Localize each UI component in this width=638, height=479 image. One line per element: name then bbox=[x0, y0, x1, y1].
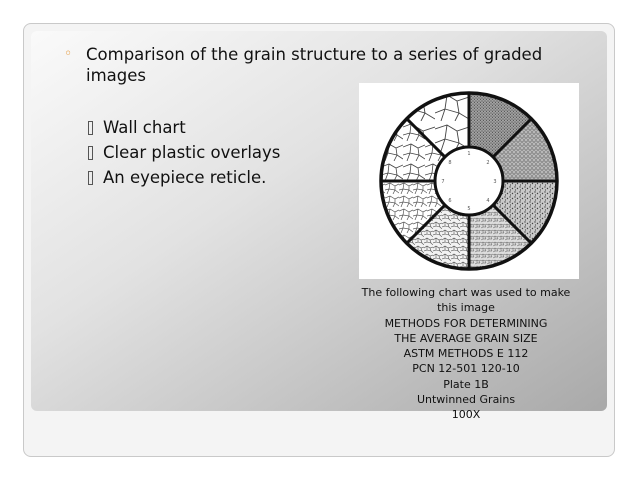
svg-text:4: 4 bbox=[486, 198, 490, 204]
chart-caption bbox=[334, 285, 598, 423]
svg-text:1: 1 bbox=[467, 151, 471, 157]
caption-line: Untwinned Grains bbox=[416, 393, 516, 407]
caption-line: METHODS FOR DETERMINING bbox=[384, 316, 548, 330]
square-bullet-icon bbox=[88, 171, 93, 185]
caption-line: Plate 1B bbox=[443, 377, 489, 391]
main-bullet bbox=[64, 44, 564, 86]
caption-line: The following chart was used to make bbox=[361, 286, 571, 299]
svg-text:8: 8 bbox=[448, 160, 452, 166]
sub-bullet-item bbox=[88, 115, 280, 140]
sub-bullet-item bbox=[88, 140, 280, 165]
svg-text:3: 3 bbox=[493, 179, 497, 185]
svg-text:6: 6 bbox=[448, 198, 452, 204]
caption-line: THE AVERAGE GRAIN SIZE bbox=[394, 331, 538, 345]
sub-bullet-text: Clear plastic overlays bbox=[103, 143, 281, 162]
caption-line: ASTM METHODS E 112 bbox=[403, 347, 529, 361]
svg-text:5: 5 bbox=[467, 206, 471, 212]
grain-size-chart-image bbox=[359, 83, 579, 279]
square-bullet-icon bbox=[88, 121, 93, 135]
sub-bullet-list bbox=[88, 115, 280, 190]
sub-bullet-item bbox=[88, 165, 280, 190]
caption-line: PCN 12-501 120-10 bbox=[412, 362, 520, 376]
sub-bullet-text: An eyepiece reticle. bbox=[103, 168, 267, 187]
sub-bullet-text: Wall chart bbox=[103, 118, 186, 137]
main-bullet-text: Comparison of the grain structure to a series of graded images bbox=[86, 45, 543, 85]
circle-bullet-icon: ◦ bbox=[64, 46, 73, 62]
caption-line: 100X bbox=[451, 408, 481, 422]
caption-line: this image bbox=[437, 301, 495, 315]
square-bullet-icon bbox=[88, 146, 93, 160]
svg-text:2: 2 bbox=[486, 160, 490, 166]
svg-text:7: 7 bbox=[441, 179, 445, 185]
